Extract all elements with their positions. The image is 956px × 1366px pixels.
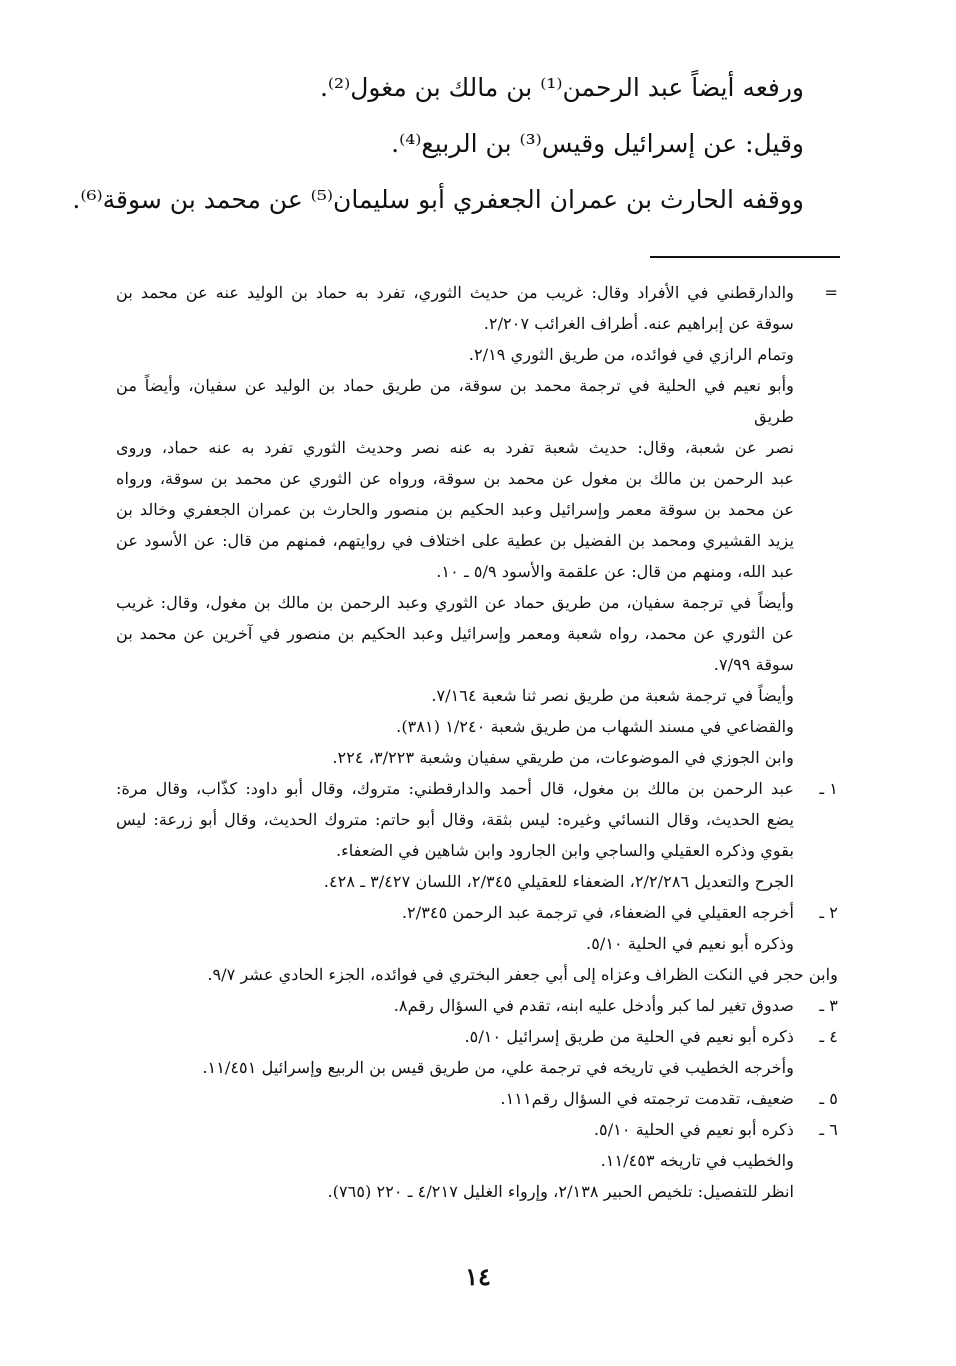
footnote-line: بقوي وذكره العقيلي والساجي وابن الجارود وابن شاهين في الضعفاء. [335, 841, 794, 860]
footnote-line: وتمام الرازي في فوائده، من طريق الثوري ٢/١٩. [468, 345, 794, 364]
footnote-line: سوقة عن إبراهيم عنه. أطراف الغرائب ٢/٢٠٧. [483, 314, 794, 333]
continuation-marker: = [824, 283, 838, 302]
page-number: ١٤ [465, 1262, 491, 1291]
footnote-4 [116, 1021, 838, 1083]
footnote-line: عن الثوري عن محمد، رواه شعبة ومعمر وإسرائيل وعبد الحكيم بن منصور في آخرين عن محمد بن [116, 624, 794, 643]
main-text [72, 60, 804, 228]
footnote-line: صدوق تغير لما كبر وأدخل عليه ابنه، تقدم في السؤال رقم٨. [393, 996, 794, 1015]
footnote-line: انظر للتفصيل: تلخيص الحبير ٢/١٣٨، وإرواء الغليل ٤/٢١٧ ـ ٢٢٠ (٧٦٥). [327, 1182, 794, 1201]
footnote-marker: ٤ ـ [819, 1027, 838, 1046]
footnote-continuation [116, 277, 838, 773]
footnote-line: يزيد القشيري ومحمد بن الفضيل بن عطية على اختلاف في روايتهم، فمنهم من قال: عن الأسود عن [116, 531, 794, 550]
footnote-line: والدارقطني في الأفراد وقال: غريب من حديث الثوري، تفرد به حماد بن الوليد عنه عن محمد بن [116, 283, 794, 302]
footnote-line: ذكره أبو نعيم في الحلية ٥/١٠. [593, 1120, 794, 1139]
footnote-line: ضعيف، تقدمت ترجمته في السؤال رقم١١١. [500, 1089, 794, 1108]
footnote-line: الجرح والتعديل ٢/٢/٢٨٦، الضعفاء للعقيلي ٢/٣٤٥، اللسان ٣/٤٢٧ ـ ٤٢٨. [323, 872, 794, 891]
footnote-2 [116, 897, 838, 990]
footnote-line: وأخرجه الخطيب في تاريخه في ترجمة علي، من طريق قيس بن الربيع وإسرائيل ١١/٤٥١. [202, 1058, 794, 1077]
footnote-marker: ٥ ـ [819, 1089, 838, 1108]
footnote-6 [116, 1114, 838, 1207]
footnote-line: عبد الله، ومنهم من قال: عن علقمة والأسود ٥/٩ ـ ١٠. [436, 562, 794, 581]
main-line: ورفعه أيضاً عبد الرحمن⁽¹⁾ بن مالك بن مغول⁽²⁾. [319, 73, 804, 102]
footnote-line: عن محمد بن سوقة معمر وإسرائيل وعبد الحكيم بن منصور والحارث بن عمران الجعفري وخالد بن [116, 500, 794, 519]
footnote-line: سوقة ٧/٩٩. [713, 655, 794, 674]
footnote-line: وذكره أبو نعيم في الحلية ٥/١٠. [586, 934, 794, 953]
main-line: ووقفه الحارث بن عمران الجعفري أبو سليمان⁽⁵⁾ عن محمد بن سوقة⁽⁶⁾. [72, 185, 804, 214]
footnote-body [116, 990, 794, 1021]
footnote-3 [116, 990, 838, 1021]
footnote-marker: ٢ ـ [819, 903, 838, 922]
footnote-line: أخرجه العقيلي في الضعفاء، في ترجمة عبد الرحمن ٢/٣٤٥. [401, 903, 794, 922]
footnote-line: والخطيب في تاريخه ١١/٤٥٣. [600, 1151, 794, 1170]
footnote-body [116, 277, 794, 773]
footnote-body [116, 1021, 794, 1083]
footnote-marker: ٣ ـ [819, 996, 838, 1015]
footnote-line: وأبو نعيم في الحلية في ترجمة محمد بن سوقة، من طريق حماد بن الوليد عن سفيان، وأيضاً من طريق [116, 376, 794, 426]
footnote-body [116, 1114, 794, 1207]
footnote-marker: ٦ ـ [819, 1120, 838, 1139]
footnote-line: ذكره أبو نعيم في الحلية من طريق إسرائيل ٥/١٠. [464, 1027, 794, 1046]
footnote-line: وأيضاً في ترجمة سفيان، من طريق حماد عن الثوري وعبد الرحمن بن مالك بن مغول، وقال: غريب [116, 593, 794, 612]
footnote-line: عبد الرحمن بن مالك بن مغول عن محمد بن سوقة، ورواه عن الثوري عن محمد بن سوقة، ورواه [116, 469, 794, 488]
main-line: وقيل: عن إسرائيل وقيس⁽³⁾ بن الربيع⁽⁴⁾. [391, 129, 804, 158]
footnote-line: وابن الجوزي في الموضوعات، من طريقي سفيان وشعبة ٣/٢٢٣، ٢٢٤. [332, 748, 794, 767]
footnote-line: عبد الرحمن بن مالك بن مغول، قال أحمد والدارقطني: متروك، وقال أبو داود: كذّاب، وقال مرة: [116, 779, 794, 798]
footnotes [116, 277, 838, 1207]
footnote-marker: ١ ـ [819, 779, 838, 798]
footnote-body [116, 1083, 794, 1114]
footnote-line: يضع الحديث، وقال النسائي وغيره: ليس بثقة، وقال أبو حاتم: متروك الحديث، وقال أبو زرعة: ليس [116, 810, 794, 829]
footnote-line: وأيضاً في ترجمة شعبة من طريق نصر ثنا شعبة ٧/١٦٤. [431, 686, 794, 705]
footnote-line: نصر عن شعبة، وقال: حديث شعبة تفرد به عنه نصر وحديث الثوري تفرد به عنه حماد، وروى [116, 438, 794, 457]
footnote-line: والقضاعي في مسند الشهاب من طريق شعبة ١/٢٤٠ (٣٨١). [396, 717, 794, 736]
footnote-line: وابن حجر في النكت الظراف وعزاه إلى أبي جعفر البختري في فوائده، الجزء الحادي عشر ٩/٧. [207, 965, 838, 984]
footnote-5 [116, 1083, 838, 1114]
footnote-1 [116, 773, 838, 897]
footnote-body [116, 773, 794, 897]
footnote-separator [650, 256, 840, 258]
